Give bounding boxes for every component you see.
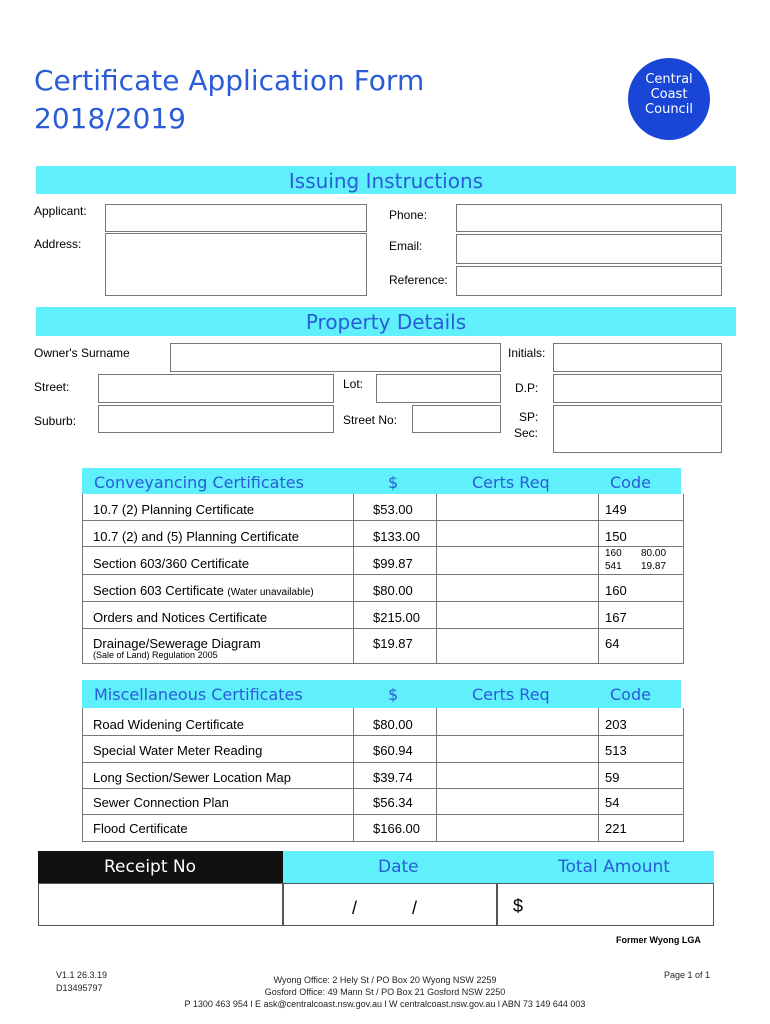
page-title (34, 62, 494, 138)
table-row: Section 603/360 Certificate $99.87 160 80.00 541 19.87 (93, 548, 667, 572)
issuing-instructions-heading: Issuing Instructions (36, 166, 736, 194)
street-label: Street: (34, 380, 70, 394)
total-amount-header: Total Amount (558, 857, 670, 877)
conveyancing-table (82, 494, 684, 664)
street-no-field[interactable] (412, 405, 501, 433)
price-column-header: $ (388, 473, 399, 492)
street-no-label: Street No: (343, 413, 398, 427)
misc-code-column-header: Code (610, 685, 651, 704)
document-id: D13495797 (56, 983, 103, 993)
misc-header (82, 680, 681, 708)
address-field[interactable] (105, 233, 367, 296)
misc-heading: Miscellaneous Certificates (94, 685, 303, 704)
footer-address-1: Wyong Office: 2 Hely St / PO Box 20 Wyong NSW 2259 (273, 975, 497, 985)
email-field[interactable] (456, 234, 722, 264)
date-header: Date (378, 857, 419, 877)
phone-label: Phone: (389, 208, 428, 222)
property-details-heading: Property Details (36, 307, 736, 336)
council-logo: Central Coast Council (628, 58, 710, 140)
conveyancing-heading: Conveyancing Certificates (94, 473, 304, 492)
receipt-no-header: Receipt No (38, 851, 283, 883)
address-label: Address: (34, 237, 82, 251)
table-row: Long Section/Sewer Location Map $39.74 59 (93, 770, 620, 785)
date-total-header (283, 851, 714, 883)
table-row: Sewer Connection Plan $56.34 54 (93, 795, 620, 810)
former-lga-note: Former Wyong LGA (616, 935, 701, 945)
suburb-label: Suburb: (34, 414, 77, 428)
lot-label: Lot: (343, 377, 364, 391)
table-row: 10.7 (2) and (5) Planning Certificate $133.00 150 (93, 529, 627, 544)
footer-address-2: Gosford Office: 49 Mann St / PO Box 21 Gosford NSW 2250 (264, 987, 506, 997)
table-row: Special Water Meter Reading $60.94 513 (93, 743, 627, 758)
certs-req-column-header: Certs Req (472, 473, 550, 492)
misc-table (82, 708, 684, 842)
owner-surname-label: Owner's Surname (34, 346, 130, 360)
footer-contact: P 1300 463 954 l E ask@centralcoast.nsw.gov.au l W centralcoast.nsw.gov.au l ABN 73 149 644 003 (184, 999, 586, 1009)
initials-field[interactable] (553, 343, 722, 372)
title-line-2: 2018/2019 (34, 102, 186, 135)
total-amount-field[interactable]: $ (497, 883, 714, 926)
table-row: Flood Certificate $166.00 221 (93, 821, 627, 836)
version-label: V1.1 26.3.19 (56, 970, 108, 980)
dp-field[interactable] (553, 374, 722, 403)
table-row: Drainage/Sewerage Diagram (Sale of Land) Regulation 2005 $19.87 64 (93, 636, 620, 660)
applicant-label: Applicant: (34, 204, 87, 218)
date-field[interactable]: / / (283, 883, 497, 926)
dp-label: D.P: (515, 381, 539, 395)
owner-surname-field[interactable] (170, 343, 501, 372)
title-line-1: Certificate Application Form (34, 64, 425, 97)
lot-field[interactable] (376, 374, 501, 403)
page-number: Page 1 of 1 (664, 970, 711, 980)
table-row: Road Widening Certificate $80.00 203 (93, 717, 627, 732)
reference-label: Reference: (389, 273, 448, 287)
conveyancing-header (82, 468, 681, 494)
phone-field[interactable] (456, 204, 722, 232)
misc-price-column-header: $ (388, 685, 399, 704)
sec-label: Sec: (514, 426, 539, 440)
misc-certs-req-column-header: Certs Req (472, 685, 550, 704)
initials-label: Initials: (508, 346, 546, 360)
reference-field[interactable] (456, 266, 722, 296)
suburb-field[interactable] (98, 405, 334, 433)
applicant-field[interactable] (105, 204, 367, 232)
sp-sec-field[interactable] (553, 405, 722, 453)
table-row: Section 603 Certificate (Water unavailable) $80.00 160 (93, 583, 627, 598)
receipt-no-field[interactable] (38, 883, 283, 926)
code-column-header: Code (610, 473, 651, 492)
street-field[interactable] (98, 374, 334, 403)
table-row: Orders and Notices Certificate $215.00 167 (93, 610, 627, 625)
email-label: Email: (389, 239, 423, 253)
sp-label: SP: (519, 410, 539, 424)
table-row: 10.7 (2) Planning Certificate $53.00 149 (93, 502, 627, 517)
